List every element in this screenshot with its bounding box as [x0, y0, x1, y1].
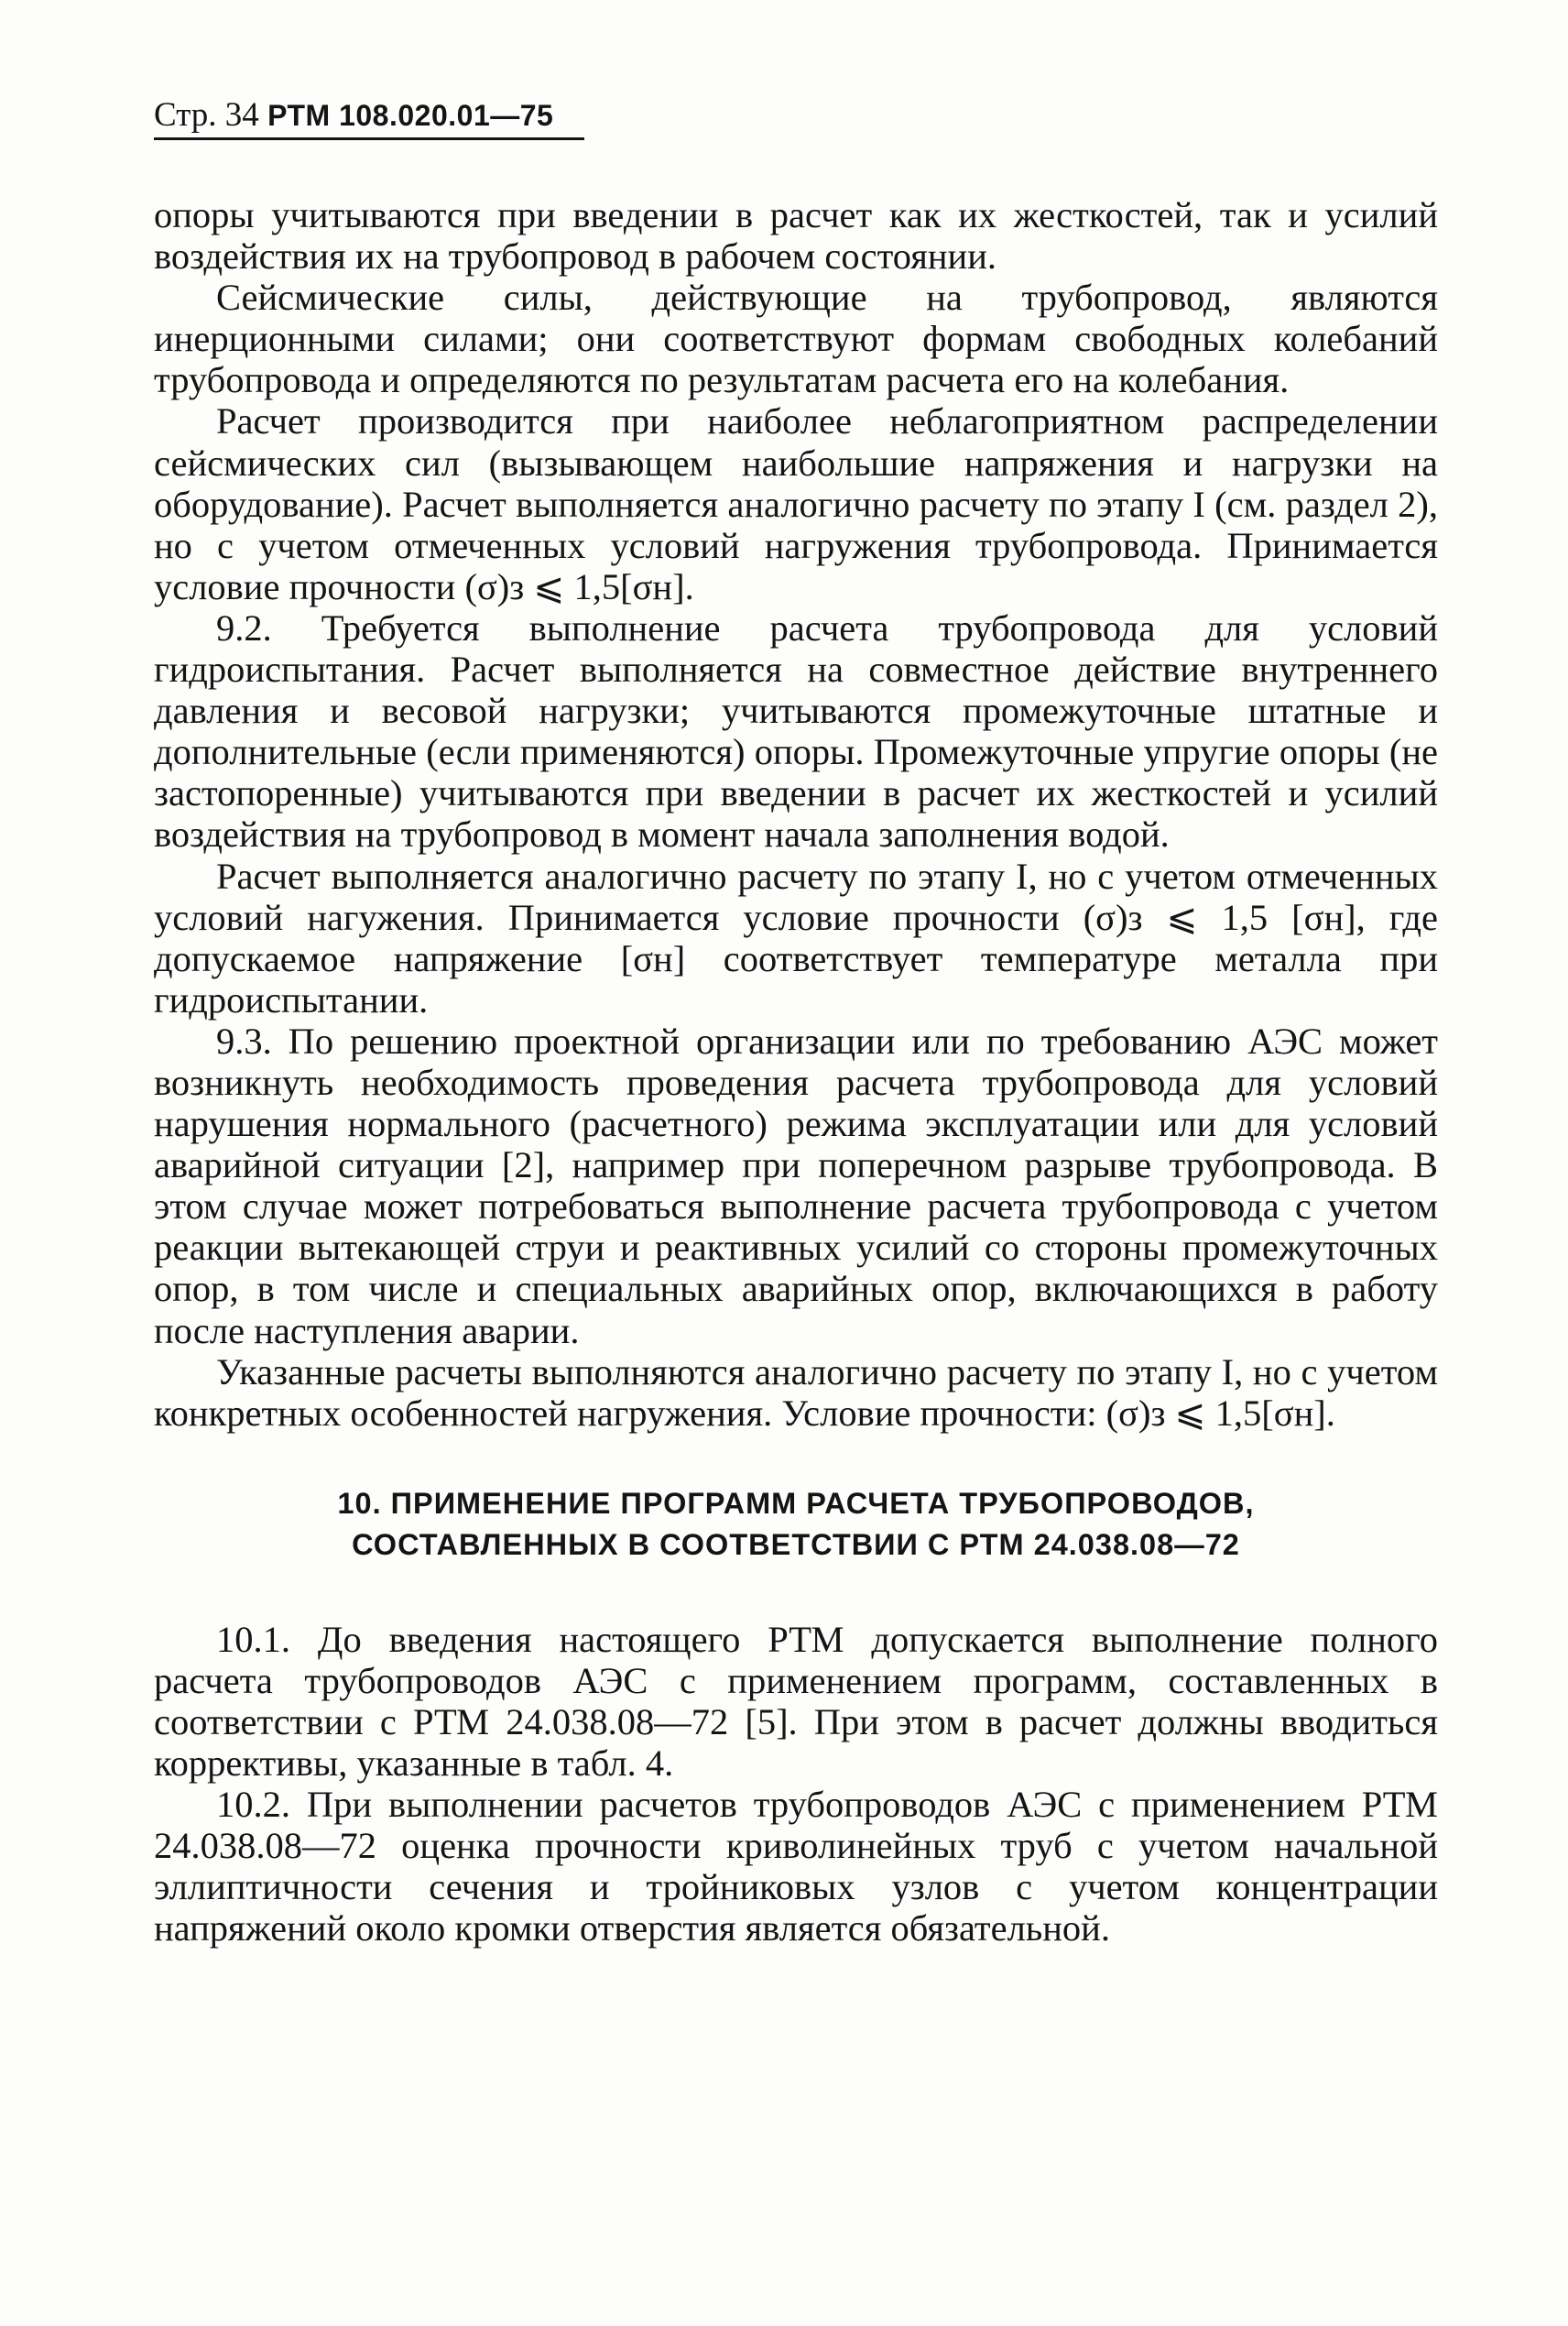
paragraph-9-3: 9.3. По решению проектной организации или по требованию АЭС может возникнуть необходимость проведения расчета трубопровода для условий нарушения нормального (расчетного) режима эксплуатации или для условий аварийной ситуации [2], например при поперечном разрыве трубопровода. В этом случае может потребоваться выполнение расчета трубопровода с учетом реакции вытекающей струи и реактивных усилий со стороны промежуточных опор, в том числе и специальных аварийных опор, включающихся в работу после наступления аварии. — [154, 1020, 1438, 1351]
page-header — [154, 95, 584, 140]
paragraph-10-1: 10.1. До введения настоящего РТМ допускается выполнение полного расчета трубопроводов АЭС с применением программ, составленных в соответствии с РТМ 24.038.08—72 [5]. При этом в расчет должны вводиться коррективы, указанные в табл. 4. — [154, 1618, 1438, 1785]
paragraph-seismic-forces: Сейсмические силы, действующие на трубопровод, являются инерционными силами; они соответствуют формам свободных колебаний трубопровода и определяются по результатам расчета его на колебания. — [154, 277, 1438, 401]
page-number-label: Стр. 34 — [154, 96, 259, 134]
section-heading-line-1: 10. ПРИМЕНЕНИЕ ПРОГРАММ РАСЧЕТА ТРУБОПРОВОДОВ, — [337, 1486, 1255, 1520]
body-text — [154, 194, 1438, 1949]
paragraph-hydrotest-condition: Расчет выполняется аналогично расчету по этапу I, но с учетом отмеченных условий нагужения. Принимается условие прочности (σ)з ⩽ 1,5 [σн], где допускаемое напряжение [σн] соответствует температуре металла при гидроиспытании. — [154, 855, 1438, 1021]
paragraph-emergency-condition: Указанные расчеты выполняются аналогично расчету по этапу I, но с учетом конкретных особенностей нагружения. Условие прочности: (σ)з ⩽ 1,5[σн]. — [154, 1350, 1438, 1434]
section-heading-line-2: СОСТАВЛЕННЫХ В СООТВЕТСТВИИ С РТМ 24.038.08—72 — [352, 1527, 1240, 1561]
paragraph-continuation: опоры учитываются при введении в расчет как их жесткостей, так и усилий воздействия их на трубопровод в рабочем состоянии. — [154, 194, 1438, 278]
document-number: РТМ 108.020.01—75 — [267, 99, 554, 132]
paragraph-10-2: 10.2. При выполнении расчетов трубопроводов АЭС с применением РТМ 24.038.08—72 оценка прочности криволинейных труб с учетом начальной эллиптичности сечения и тройниковых узлов с учетом концентрации напряжений около кромки отверстия является обязательной. — [154, 1784, 1438, 1949]
paragraph-9-2: 9.2. Требуется выполнение расчета трубопровода для условий гидроиспытания. Расчет выполняется на совместное действие внутреннего давления и весовой нагрузки; учитываются промежуточные штатные и дополнительные (если применяются) опоры. Промежуточные упругие опоры (не застопоренные) учитываются при введении в расчет их жесткостей и усилий воздействия на трубопровод в момент начала заполнения водой. — [154, 606, 1438, 856]
paragraph-seismic-calculation: Расчет производится при наиболее неблагоприятном распределении сейсмических сил (вызывающем наибольшие напряжения и нагрузки на оборудование). Расчет выполняется аналогично расчету по этапу I (см. раздел 2), но с учетом отмеченных условий нагружения трубопровода. Принимается условие прочности (σ)з ⩽ 1,5[σн]. — [154, 400, 1438, 607]
section-heading — [154, 1483, 1438, 1566]
